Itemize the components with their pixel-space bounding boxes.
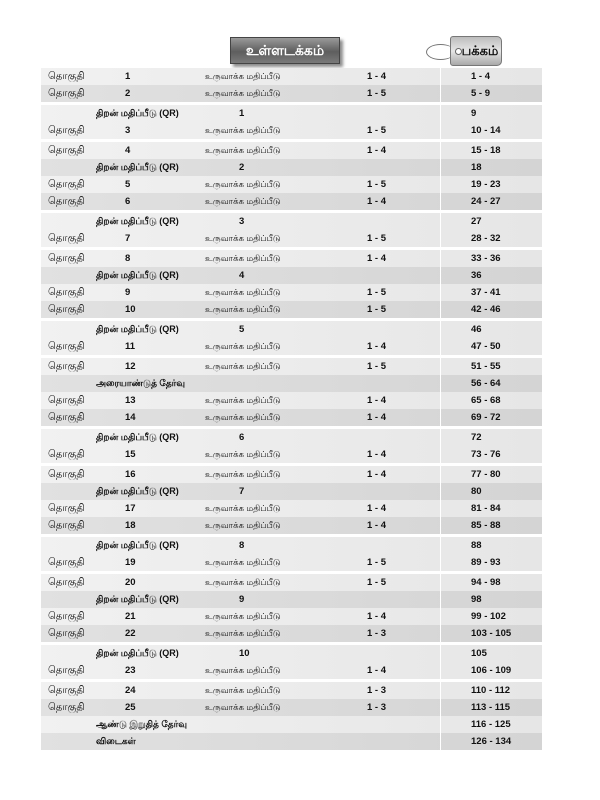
page-title: உள்ளடக்கம் [230, 37, 340, 64]
section-label: திறன் மதிப்பீடு (QR) [96, 594, 179, 604]
evaluation-type: உருவாக்க மதிப்பீடு [205, 503, 281, 513]
unit-number: 3 [125, 125, 131, 136]
evaluation-range: 1 - 4 [367, 145, 387, 156]
unit-kind: தொகுதி [48, 628, 85, 639]
unit-number: 18 [125, 520, 136, 531]
unit-number: 13 [125, 395, 136, 406]
section-label: திறன் மதிப்பீடு (QR) [96, 162, 179, 172]
evaluation-type: உருவாக்க மதிப்பீடு [205, 412, 281, 422]
page-range: 24 - 27 [471, 196, 501, 207]
section-label: திறன் மதிப்பீடு (QR) [96, 270, 179, 280]
toc-row [41, 193, 542, 210]
unit-kind: தொகுதி [48, 179, 85, 190]
assessment-number: 8 [239, 540, 245, 551]
toc-row [41, 466, 542, 483]
page-range: 85 - 88 [471, 520, 501, 531]
unit-number: 11 [125, 341, 136, 352]
unit-number: 4 [125, 145, 131, 156]
page-range: 106 - 109 [471, 665, 512, 676]
toc-row [41, 392, 542, 409]
unit-kind: தொகுதி [48, 196, 85, 207]
toc-row [41, 230, 542, 247]
unit-kind: தொகுதி [48, 361, 85, 372]
unit-kind: தொகுதி [48, 449, 85, 460]
evaluation-range: 1 - 5 [367, 304, 387, 315]
toc-row [41, 68, 542, 85]
evaluation-type: உருவாக்க மதிப்பீடு [205, 520, 281, 530]
toc-special-row [41, 213, 542, 230]
toc-row [41, 446, 542, 463]
section-label: திறன் மதிப்பீடு (QR) [96, 486, 179, 496]
page-range: 28 - 32 [471, 233, 501, 244]
unit-number: 7 [125, 233, 131, 244]
evaluation-range: 1 - 4 [367, 611, 387, 622]
page-range: 94 - 98 [471, 577, 501, 588]
toc-row [41, 176, 542, 193]
unit-number: 5 [125, 179, 131, 190]
toc-row [41, 409, 542, 426]
toc-special-row [41, 267, 542, 284]
evaluation-type: உருவாக்க மதிப்பீடு [205, 469, 281, 479]
evaluation-type: உருவாக்க மதிப்பீடு [205, 145, 281, 155]
unit-number: 23 [125, 665, 136, 676]
evaluation-type: உருவாக்க மதிப்பீடு [205, 179, 281, 189]
assessment-number: 3 [239, 216, 245, 227]
evaluation-type: உருவாக்க மதிப்பீடு [205, 685, 281, 695]
unit-kind: தொகுதி [48, 341, 85, 352]
page-range: 80 [471, 486, 482, 497]
toc-row [41, 608, 542, 625]
toc-row [41, 517, 542, 534]
unit-kind: தொகுதி [48, 71, 85, 82]
page-tag [450, 36, 502, 66]
unit-kind: தொகுதி [48, 304, 85, 315]
toc-row [41, 662, 542, 679]
unit-kind: தொகுதி [48, 145, 85, 156]
toc-row [41, 574, 542, 591]
unit-kind: தொகுதி [48, 125, 85, 136]
page-range: 37 - 41 [471, 287, 501, 298]
evaluation-type: உருவாக்க மதிப்பீடு [205, 665, 281, 675]
page-range: 42 - 46 [471, 304, 501, 315]
evaluation-range: 1 - 4 [367, 341, 387, 352]
unit-number: 19 [125, 557, 136, 568]
toc-special-row [41, 375, 542, 392]
unit-kind: தொகுதி [48, 503, 85, 514]
unit-number: 21 [125, 611, 136, 622]
unit-kind: தொகுதி [48, 233, 85, 244]
evaluation-type: உருவாக்க மதிப்பீடு [205, 449, 281, 459]
toc-special-row [41, 645, 542, 662]
evaluation-range: 1 - 4 [367, 469, 387, 480]
page-range: 5 - 9 [471, 88, 491, 99]
unit-kind: தொகுதி [48, 469, 85, 480]
toc-row [41, 301, 542, 318]
page-range: 27 [471, 216, 482, 227]
page-range: 65 - 68 [471, 395, 501, 406]
section-label: அரையாண்டுத் தேர்வு [96, 378, 186, 388]
section-label: திறன் மதிப்பீடு (QR) [96, 540, 179, 550]
page-tag-label: பக்கம் [461, 43, 499, 58]
page-range: 56 - 64 [471, 378, 501, 389]
toc-row [41, 682, 542, 699]
evaluation-type: உருவாக்க மதிப்பீடு [205, 702, 281, 712]
evaluation-range: 1 - 4 [367, 253, 387, 264]
page-range: 72 [471, 432, 482, 443]
evaluation-type: உருவாக்க மதிப்பீடு [205, 233, 281, 243]
toc-row [41, 500, 542, 517]
page-range: 51 - 55 [471, 361, 501, 372]
evaluation-range: 1 - 4 [367, 449, 387, 460]
assessment-number: 7 [239, 486, 245, 497]
unit-kind: தொகுதி [48, 88, 85, 99]
toc-row [41, 250, 542, 267]
unit-number: 15 [125, 449, 136, 460]
unit-kind: தொகுதி [48, 557, 85, 568]
page-range: 36 [471, 270, 482, 281]
evaluation-type: உருவாக்க மதிப்பீடு [205, 88, 281, 98]
toc-special-row [41, 159, 542, 176]
evaluation-type: உருவாக்க மதிப்பீடு [205, 361, 281, 371]
section-label: திறன் மதிப்பீடு (QR) [96, 432, 179, 442]
unit-kind: தொகுதி [48, 685, 85, 696]
unit-kind: தொகுதி [48, 665, 85, 676]
tag-hole-icon [455, 48, 462, 55]
page-range: 81 - 84 [471, 503, 501, 514]
unit-number: 10 [125, 304, 136, 315]
unit-kind: தொகுதி [48, 253, 85, 264]
page-range: 18 [471, 162, 482, 173]
page-range: 10 - 14 [471, 125, 501, 136]
page-range: 9 [471, 108, 477, 119]
evaluation-range: 1 - 5 [367, 125, 387, 136]
page-range: 19 - 23 [471, 179, 501, 190]
unit-number: 6 [125, 196, 131, 207]
section-label: ஆண்டு இறுதித் தேர்வு [96, 719, 187, 729]
evaluation-range: 1 - 4 [367, 71, 387, 82]
evaluation-range: 1 - 5 [367, 557, 387, 568]
evaluation-range: 1 - 4 [367, 395, 387, 406]
section-label: விடைகள் [96, 736, 136, 746]
evaluation-type: உருவாக்க மதிப்பீடு [205, 71, 281, 81]
evaluation-type: உருவாக்க மதிப்பீடு [205, 253, 281, 263]
evaluation-type: உருவாக்க மதிப்பீடு [205, 611, 281, 621]
toc-special-row [41, 483, 542, 500]
assessment-number: 9 [239, 594, 245, 605]
toc-special-row [41, 733, 542, 750]
evaluation-type: உருவாக்க மதிப்பீடு [205, 125, 281, 135]
page-range: 105 [471, 648, 487, 659]
page-range: 89 - 93 [471, 557, 501, 568]
toc-row [41, 85, 542, 102]
evaluation-range: 1 - 5 [367, 233, 387, 244]
toc-special-row [41, 321, 542, 338]
evaluation-type: உருவாக்க மதிப்பீடு [205, 196, 281, 206]
toc-special-row [41, 537, 542, 554]
page-range: 126 - 134 [471, 736, 512, 747]
page-range: 98 [471, 594, 482, 605]
toc-row [41, 284, 542, 301]
page-range: 73 - 76 [471, 449, 501, 460]
unit-number: 20 [125, 577, 136, 588]
page-range: 103 - 105 [471, 628, 512, 639]
unit-number: 22 [125, 628, 136, 639]
unit-number: 12 [125, 361, 136, 372]
evaluation-range: 1 - 5 [367, 287, 387, 298]
page-range: 46 [471, 324, 482, 335]
unit-kind: தொகுதி [48, 702, 85, 713]
toc-special-row [41, 105, 542, 122]
unit-kind: தொகுதி [48, 577, 85, 588]
unit-kind: தொகுதி [48, 395, 85, 406]
evaluation-range: 1 - 3 [367, 628, 387, 639]
evaluation-type: உருவாக்க மதிப்பீடு [205, 287, 281, 297]
evaluation-range: 1 - 3 [367, 685, 387, 696]
unit-number: 2 [125, 88, 131, 99]
toc-special-row [41, 429, 542, 446]
assessment-number: 5 [239, 324, 245, 335]
toc-special-row [41, 716, 542, 733]
assessment-number: 2 [239, 162, 245, 173]
unit-number: 14 [125, 412, 136, 423]
toc-row [41, 699, 542, 716]
evaluation-range: 1 - 3 [367, 702, 387, 713]
assessment-number: 4 [239, 270, 245, 281]
page-range: 110 - 112 [471, 685, 511, 696]
page-range: 1 - 4 [471, 71, 491, 82]
table-of-contents [41, 68, 542, 750]
page-range: 113 - 115 [471, 702, 511, 713]
unit-number: 9 [125, 287, 131, 298]
evaluation-type: உருவாக்க மதிப்பீடு [205, 557, 281, 567]
section-label: திறன் மதிப்பீடு (QR) [96, 216, 179, 226]
unit-number: 17 [125, 503, 136, 514]
unit-kind: தொகுதி [48, 611, 85, 622]
unit-number: 8 [125, 253, 131, 264]
page-range: 33 - 36 [471, 253, 501, 264]
page-range: 77 - 80 [471, 469, 501, 480]
page-range: 15 - 18 [471, 145, 501, 156]
toc-row [41, 122, 542, 139]
unit-number: 16 [125, 469, 136, 480]
page-range: 116 - 125 [471, 719, 511, 730]
evaluation-type: உருவாக்க மதிப்பீடு [205, 304, 281, 314]
evaluation-type: உருவாக்க மதிப்பீடு [205, 628, 281, 638]
unit-kind: தொகுதி [48, 412, 85, 423]
evaluation-type: உருவாக்க மதிப்பீடு [205, 341, 281, 351]
page-range: 69 - 72 [471, 412, 501, 423]
section-label: திறன் மதிப்பீடு (QR) [96, 324, 179, 334]
evaluation-range: 1 - 4 [367, 520, 387, 531]
toc-row [41, 142, 542, 159]
evaluation-type: உருவாக்க மதிப்பீடு [205, 395, 281, 405]
page-range: 99 - 102 [471, 611, 506, 622]
page-range: 47 - 50 [471, 341, 501, 352]
toc-special-row [41, 591, 542, 608]
evaluation-type: உருவாக்க மதிப்பீடு [205, 577, 281, 587]
evaluation-range: 1 - 5 [367, 361, 387, 372]
toc-row [41, 625, 542, 642]
assessment-number: 6 [239, 432, 245, 443]
evaluation-range: 1 - 5 [367, 179, 387, 190]
unit-number: 25 [125, 702, 136, 713]
toc-row [41, 554, 542, 571]
evaluation-range: 1 - 4 [367, 665, 387, 676]
toc-row [41, 358, 542, 375]
unit-kind: தொகுதி [48, 287, 85, 298]
assessment-number: 1 [239, 108, 245, 119]
evaluation-range: 1 - 5 [367, 88, 387, 99]
evaluation-range: 1 - 4 [367, 196, 387, 207]
unit-number: 24 [125, 685, 136, 696]
unit-kind: தொகுதி [48, 520, 85, 531]
evaluation-range: 1 - 4 [367, 412, 387, 423]
assessment-number: 10 [239, 648, 250, 659]
section-label: திறன் மதிப்பீடு (QR) [96, 648, 179, 658]
evaluation-range: 1 - 5 [367, 577, 387, 588]
evaluation-range: 1 - 4 [367, 503, 387, 514]
unit-number: 1 [125, 71, 131, 82]
section-label: திறன் மதிப்பீடு (QR) [96, 108, 179, 118]
toc-row [41, 338, 542, 355]
page-range: 88 [471, 540, 482, 551]
